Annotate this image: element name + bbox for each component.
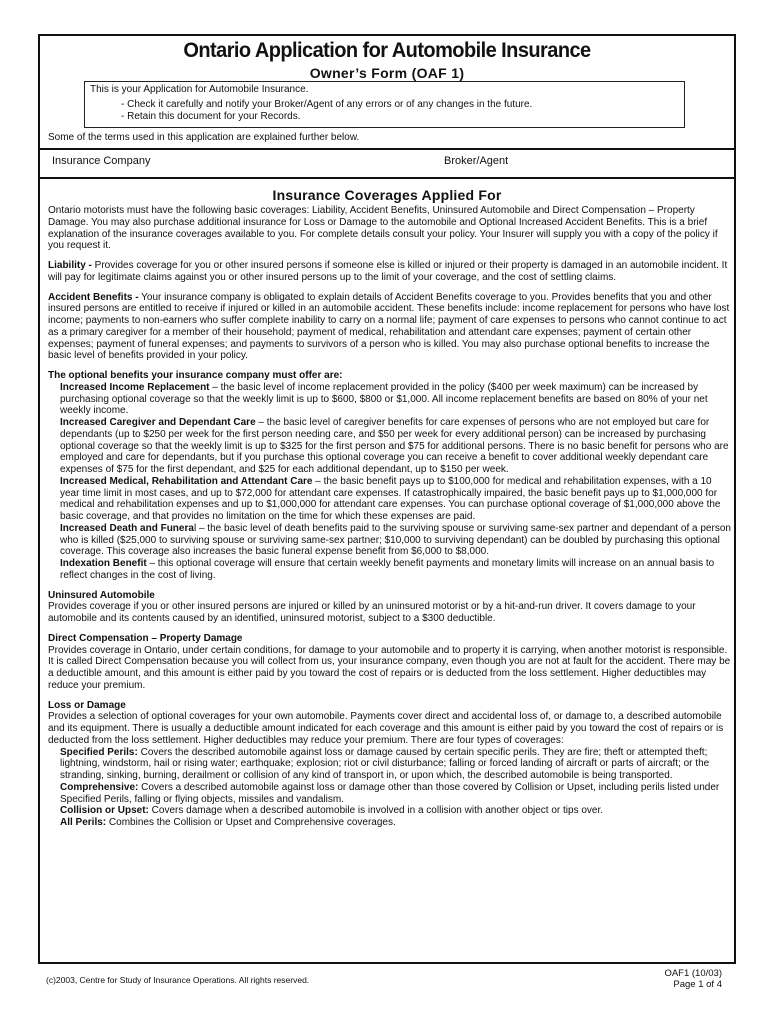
indexation-heading: Indexation Benefit <box>60 558 147 569</box>
medical-heading: Increased Medical, Rehabilitation and Attendant Care <box>60 475 313 487</box>
loss-damage-text: Provides a selection of optional coverages for your own automobile. Payments cover direct and accidental loss of, or damage to, a described automobile and its equipment. There is usually a deductible amount indicated for each coverage and this amount is either paid by you toward the cost of repairs or is deducted from the loss settlement. Higher deductibles may reduce your premium. There are four types of coverages: <box>48 711 724 746</box>
indexation-item <box>48 558 732 582</box>
specified-perils-item <box>48 747 732 782</box>
notice-box <box>84 81 685 128</box>
optional-benefits-heading: The optional benefits your insurance company must offer are: <box>48 370 343 381</box>
dcpd-text: Provides coverage in Ontario, under certain conditions, for damage to your automobile and to property it is carrying, when another motorist is responsible. It is called Direct Compensation because you will collect from us, your insurance company, even though you are not at fault for the accident. There may be a deductible amount, and this amount is either paid by you toward the cost of repairs or is deducted from the loss settlement. Higher deductibles may reduce your premium. <box>48 644 731 691</box>
accident-benefits-heading: Accident Benefits - <box>48 291 139 303</box>
liability-paragraph <box>48 260 732 284</box>
uninsured-heading: Uninsured Automobile <box>48 589 155 601</box>
page-number: Page 1 of 4 <box>673 979 722 990</box>
medical-item <box>48 476 732 523</box>
form-subtitle: Owner’s Form (OAF 1) <box>309 65 465 81</box>
indexation-text: – this optional coverage will ensure that certain weekly benefit payments and monetary limits will increase on an annual basis to reflect changes in the cost of living. <box>60 558 715 581</box>
terms-note: Some of the terms used in this application are explained further below. <box>48 132 360 143</box>
loss-damage-heading: Loss or Damage <box>48 699 126 711</box>
death-funeral-text: – the basic level of death benefits paid to the surviving spouse or surviving same-sex partner and dependant of a person who is killed ($25,000 to surviving spouse or surviving same-sex partner; $10,000 to surviving dependant) can be doubled by purchasing this optional coverage. This coverage also increases the basic funeral expense benefit from $6,000 to $8,000. <box>60 522 731 558</box>
insurance-company-label: Insurance Company <box>52 155 151 167</box>
company-broker-row <box>40 148 734 179</box>
liability-heading: Liability - <box>48 260 92 271</box>
medical-text: – the basic benefit pays up to $100,000 for medical and rehabilitation expenses, with a 10 year time limit in most cases, and up to $72,000 for attendant care expenses. If catastrophically impaired, the basic benefit pays up to $1,000,000 for medical and rehabilitation expenses and up to $1,000,000 for attendant care expenses. You can purchase optional coverage of $1,000,000 above the basic coverage, and that provides no limitation on the time for which these expenses are paid. <box>60 475 721 522</box>
all-perils-text: Combines the Collision or Upset and Comprehensive coverages. <box>106 817 396 828</box>
collision-text: Covers damage when a described automobile is involved in a collision with another object or tips over. <box>148 805 604 817</box>
caregiver-item <box>48 417 732 476</box>
uninsured-section <box>48 590 732 625</box>
uninsured-text: Provides coverage if you or other insured persons are injured or killed by an uninsured motorist or by a hit-and-run driver. It covers damage to your automobile and its contents caused by an identified, uninsured motorist, subject to a $300 deductible. <box>48 601 696 624</box>
dcpd-heading: Direct Compensation – Property Damage <box>48 632 243 644</box>
comprehensive-text: Covers a described automobile against loss or damage other than those covered by Collision or Upset, including perils listed under Specified Perils, falling or flying objects, missiles and vandalism. <box>60 781 720 805</box>
caregiver-text: – the basic level of caregiver benefits for care expenses of persons who are not employed but care for dependants (up to $250 per week for the first person needing care, and $50 per week for every additional person) can be increased by purchasing optional coverage so that the weekly limit is up to $325 for the first person and $75 for additional persons. There is no basic benefit for persons who are employed and care for dependants, but if you purchase this optional coverage you can receive a benefit to cover additional weekly dependant care expenses of $75 for the first dependant, and $25 for each additional dependant, up to $150 per week. <box>60 417 729 475</box>
form-frame <box>38 34 736 964</box>
form-code: OAF1 (10/03) <box>664 968 722 979</box>
accident-benefits-text: Your insurance company is obligated to explain details of Accident Benefits coverage to you. Provides benefits that you and other insured persons are entitled to receive if injured or killed in an automobile accident. These benefits include: income replacement for persons who have lost income; payments to non-earners who suffer complete inability to carry on a normal life; payment of care expenses to persons who cannot continue to act as a primary caregiver for a member of their household; payment of medical, rehabilitation and attendant care expenses; payment of certain other expenses; payment of funeral expenses; and payments to survivors of a person who is killed. You may also purchase optional benefits to increase the basic level of benefits provided in your policy. <box>48 291 730 362</box>
copyright-notice: (c)2003, Centre for Study of Insurance Operations. All rights reserved. <box>46 975 310 985</box>
income-replacement-heading: Increased Income Replacement <box>60 381 210 393</box>
coverages-body <box>48 205 732 837</box>
optional-benefits-section <box>48 370 732 582</box>
dcpd-section <box>48 633 732 692</box>
death-funeral-heading: Increased Death and Funera <box>60 522 194 534</box>
accident-benefits-paragraph <box>48 292 732 363</box>
notice-bullet-check: - Check it carefully and notify your Broker/Agent of any errors or of any changes in the future. <box>121 99 533 110</box>
coverages-heading: Insurance Coverages Applied For <box>272 187 502 203</box>
collision-heading: Collision or Upset: <box>60 805 149 817</box>
specified-perils-text: Covers the described automobile against loss or damage caused by certain specific perils. They are fire; theft or attempted theft; lightning, windstorm, hail or rising water; earthquake; explosion; riot or civil disturbance; falling or forced landing of aircraft or parts of aircraft; or the stranding, sinking, burning, derailment or collision of any kind of transport in, or upon which, the described automobile is being transported. <box>60 746 710 781</box>
loss-damage-section <box>48 700 732 829</box>
comprehensive-item <box>48 782 732 806</box>
collision-item <box>48 805 732 817</box>
all-perils-item <box>48 817 732 829</box>
comprehensive-heading: Comprehensive: <box>60 781 139 793</box>
intro-paragraph: Ontario motorists must have the following basic coverages: Liability, Accident Benefits, Uninsured Automobile and Direct Compensation – Property Damage. You may also purchase additional insurance for Loss or Damage to the automobile and Optional Increased Accident Benefits. This is a brief explanation of the insurance coverages available to you. For complete details consult your policy. Your Insurer will supply you with a copy of the policy if you request it. <box>48 205 718 252</box>
form-code-block <box>664 968 722 990</box>
all-perils-heading: All Perils: <box>60 817 107 828</box>
page-title: Ontario Application for Automobile Insurance <box>183 38 591 62</box>
specified-perils-heading: Specified Perils: <box>60 746 138 758</box>
broker-agent-label: Broker/Agent <box>444 155 509 167</box>
caregiver-heading: Increased Caregiver and Dependant Care <box>60 417 256 428</box>
notice-line: This is your Application for Automobile Insurance. <box>90 84 309 95</box>
death-funeral-item <box>48 523 732 558</box>
liability-text: Provides coverage for you or other insured persons if someone else is killed or injured or their property is damaged in an automobile incident. It will pay for legitimate claims against you or other insured persons up to the limit of your coverage, and the cost of settling claims. <box>48 260 728 283</box>
death-funeral-heading-tail: l <box>193 522 197 534</box>
income-replacement-item <box>48 382 732 417</box>
notice-bullet-retain: - Retain this document for your Records. <box>121 111 301 122</box>
income-replacement-text: – the basic level of income replacement provided in the policy ($400 per week maximum) can be increased by purchasing optional coverage so that the weekly limit is up to $600, $800 or $1,000. All income replacement benefits are based on 80% of your net weekly income. <box>60 381 708 417</box>
